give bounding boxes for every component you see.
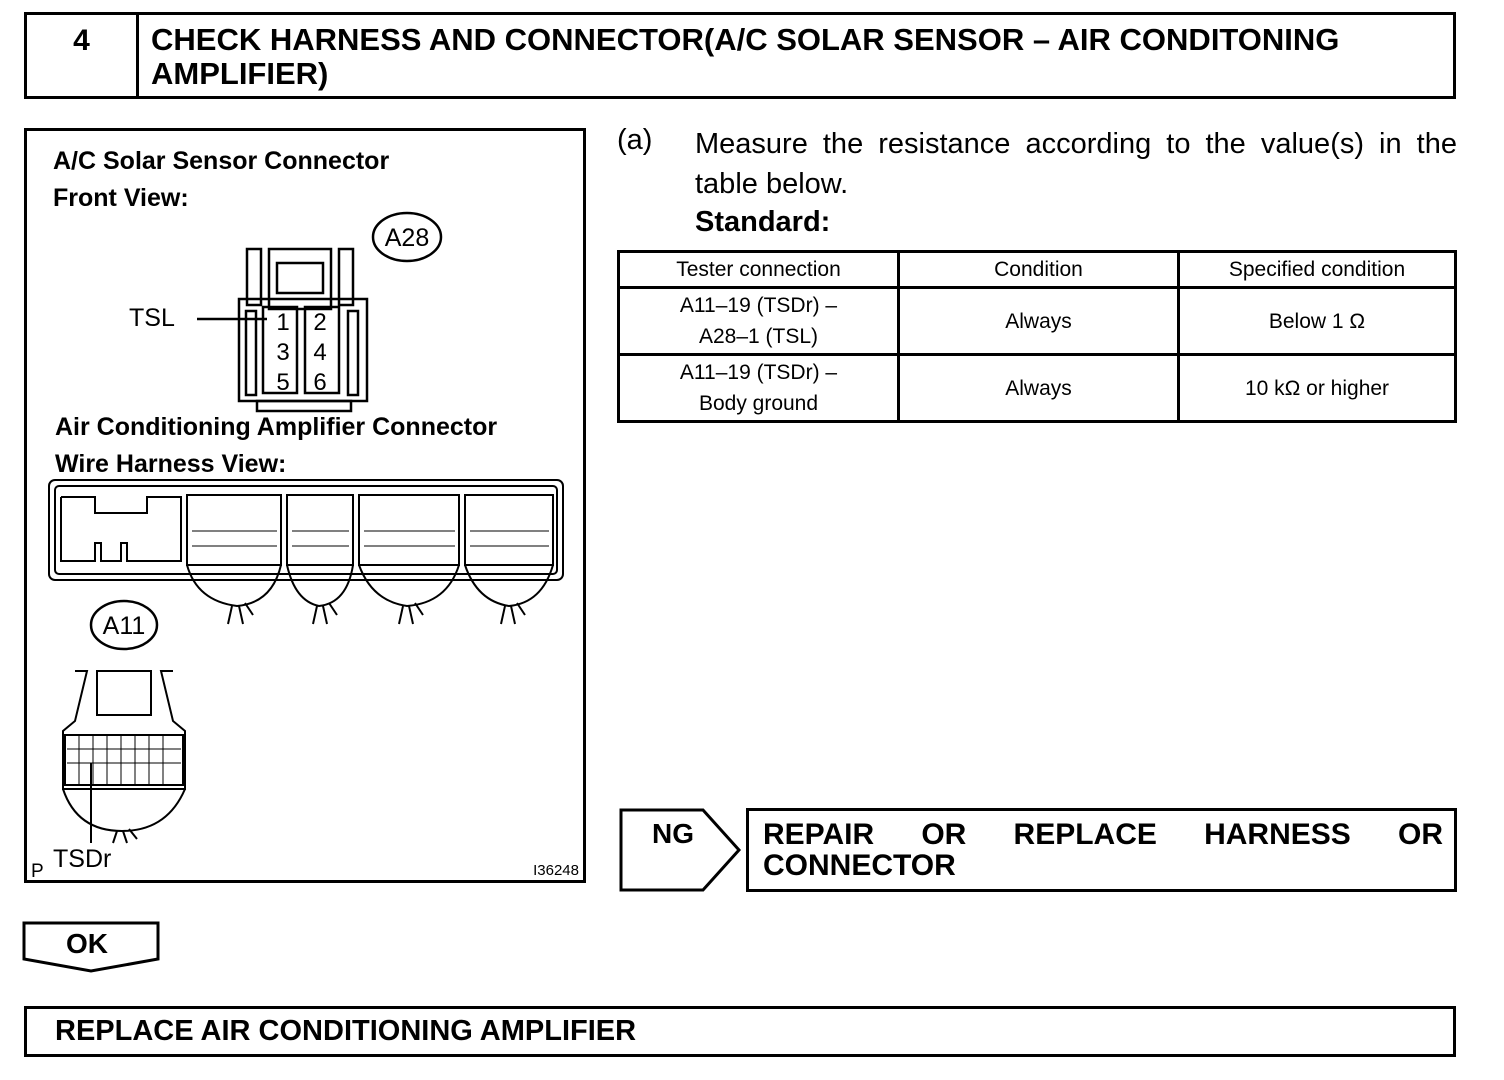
ng-label: NG [652, 818, 694, 849]
cell-condition: Always [899, 288, 1179, 355]
connection-line-2: Body ground [698, 392, 819, 415]
step-header [24, 12, 1456, 99]
ng-action-text: REPAIR OR REPLACE HARNESS OR CONNECTOR [763, 818, 1443, 882]
amp-connector-title: Air Conditioning Amplifier Connector [55, 413, 498, 441]
pin-6: 6 [313, 369, 327, 396]
step-title: CHECK HARNESS AND CONNECTOR(A/C SOLAR SENSOR – AIR CONDITONING AMPLIFIER) [151, 22, 1340, 91]
spec-table [617, 250, 1457, 423]
cell-specified: Below 1 Ω [1179, 288, 1456, 355]
cell-connection [619, 355, 899, 422]
table-header-row [619, 252, 1456, 288]
a28-code: A28 [384, 224, 430, 252]
connection-line-1: A11–19 (TSDr) – [679, 361, 838, 384]
header-tester-connection: Tester connection [619, 252, 899, 288]
corner-mark: P [31, 861, 44, 880]
connector-drawing [27, 131, 583, 880]
ng-action-box [746, 808, 1457, 892]
ok-label: OK [66, 928, 108, 959]
pin-2: 2 [313, 309, 327, 336]
tsl-label: TSL [129, 304, 175, 332]
pin-3: 3 [276, 339, 290, 366]
tsdr-label: TSDr [53, 845, 112, 873]
pin-1: 1 [276, 309, 290, 336]
header-condition: Condition [899, 252, 1179, 288]
pin-5: 5 [276, 369, 290, 396]
table-row [619, 288, 1456, 355]
a11-code: A11 [102, 612, 146, 640]
solar-connector-view: Front View: [53, 184, 189, 212]
cell-condition: Always [899, 355, 1179, 422]
cell-specified: 10 kΩ or higher [1179, 355, 1456, 422]
instruction-line-2: table below. [695, 168, 849, 200]
amplifier-connector-icon [63, 671, 185, 843]
table-row [619, 355, 1456, 422]
pin-4: 4 [313, 339, 327, 366]
final-action-box [24, 1006, 1456, 1057]
standard-label: Standard: [695, 206, 831, 238]
final-action-text: REPLACE AIR CONDITIONING AMPLIFIER [55, 1015, 637, 1047]
connection-line-2: A28–1 (TSL) [698, 325, 819, 348]
step-marker: (a) [617, 124, 653, 156]
header-specified-condition: Specified condition [1179, 252, 1456, 288]
solar-connector-title: A/C Solar Sensor Connector [53, 147, 390, 175]
cell-connection [619, 288, 899, 355]
amp-connector-view: Wire Harness View: [55, 450, 287, 478]
pin-numbers [276, 309, 326, 396]
figure-id: I36248 [533, 862, 579, 879]
instruction-line-1: Measure the resistance according to the value(s) in the [695, 128, 1457, 160]
step-number: 4 [27, 15, 139, 96]
connector-diagram [24, 128, 586, 883]
connection-line-1: A11–19 (TSDr) – [679, 294, 838, 317]
